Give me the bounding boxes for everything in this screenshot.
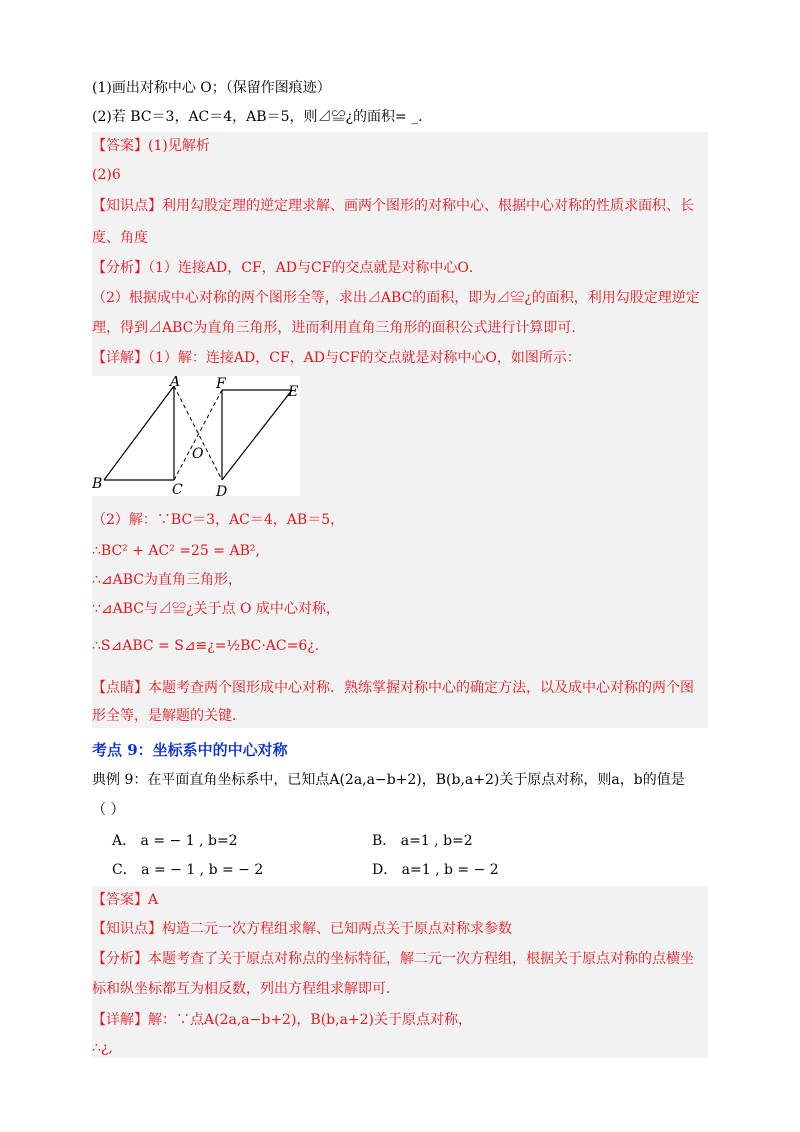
solution-step-4: ∵⊿ABC与⊿≌¿关于点 O 成中心对称， — [92, 601, 340, 617]
label-c: C — [172, 482, 183, 496]
analysis-3: 理，得到⊿ABC为直角三角形，进而利用直角三角形的面积公式进行计算即可． — [92, 320, 586, 336]
detail-3: ∴¿, — [92, 1040, 113, 1056]
option-c: C． a = − 1 , b = − 2 — [112, 862, 264, 878]
detail-2: 【详解】解：∵点A(2a,a−b+2)，B(b,a+2)关于原点对称， — [92, 1012, 473, 1028]
analysis-2: （2）根据成中心对称的两个图形全等，求出⊿ABC的面积，即为⊿≌¿的面积，利用勾股定理逆定 — [92, 290, 700, 306]
key-point: 【点睛】本题考查两个图形成中心对称．熟练掌握对称中心的确定方法，以及成中心对称的两个图 — [92, 680, 694, 696]
example-question: 典例 9：在平面直角坐标系中，已知点A(2a,a−b+2)，B(b,a+2)关于原点对称，则a，b的值是 — [92, 772, 685, 788]
detail-1: 【详解】（1）解：连接AD，CF，AD与CF的交点就是对称中心O，如图所示： — [92, 350, 581, 366]
option-b: B． a=1 , b=2 — [372, 833, 473, 849]
analysis-1: 【分析】（1）连接AD，CF，AD与CF的交点就是对称中心O． — [92, 260, 483, 276]
label-e: E — [288, 384, 299, 400]
knowledge-point-2: 【知识点】构造二元一次方程组求解、已知两点关于原点对称求参数 — [92, 921, 512, 937]
label-o: O — [192, 446, 204, 462]
analysis-5: 标和纵坐标都互为相反数，列出方程组求解即可． — [92, 981, 400, 997]
question-part-2: (2)若 BC＝3，AC＝4，AB＝5，则⊿≌¿的面积= _. — [92, 109, 423, 125]
analysis-4: 【分析】本题考查了关于原点对称点的坐标特征，解二元一次方程组，根据关于原点对称的点横坐 — [92, 951, 694, 967]
key-point-cont: 形全等，是解题的关键． — [92, 708, 246, 724]
answer-2: 【答案】A — [92, 892, 159, 908]
geometry-svg — [92, 376, 300, 496]
geometry-figure — [92, 376, 300, 496]
example-question-cont: （ ） — [92, 802, 125, 818]
question-part-1: (1)画出对称中心 O；（保留作图痕迹） — [92, 80, 331, 96]
solution-step-1: （2）解：∵BC＝3，AC＝4，AB＝5， — [92, 512, 345, 528]
knowledge-point-cont: 度、角度 — [92, 230, 148, 246]
option-a: A． a = − 1 , b=2 — [112, 833, 238, 849]
knowledge-point: 【知识点】利用勾股定理的逆定理求解、画两个图形的对称中心、根据中心对称的性质求面积、长 — [92, 198, 694, 214]
answer-part-2: (2)6 — [92, 167, 121, 183]
label-a: A — [170, 376, 181, 390]
label-d: D — [216, 484, 228, 496]
section-heading: 考点 9：坐标系中的中心对称 — [92, 741, 288, 759]
label-b: B — [92, 476, 103, 492]
option-d: D． a=1 , b = − 2 — [372, 862, 499, 878]
answer-line: 【答案】(1)见解析 — [92, 138, 210, 154]
solution-step-2: ∴BC² + AC² =25 = AB², — [92, 543, 260, 559]
solution-box-2 — [92, 886, 708, 1058]
solution-step-3: ∴⊿ABC为直角三角形， — [92, 572, 243, 588]
solution-step-5: ∴S⊿ABC = S⊿≌¿=½BC·AC=6¿. — [92, 638, 320, 654]
label-f: F — [216, 376, 226, 392]
